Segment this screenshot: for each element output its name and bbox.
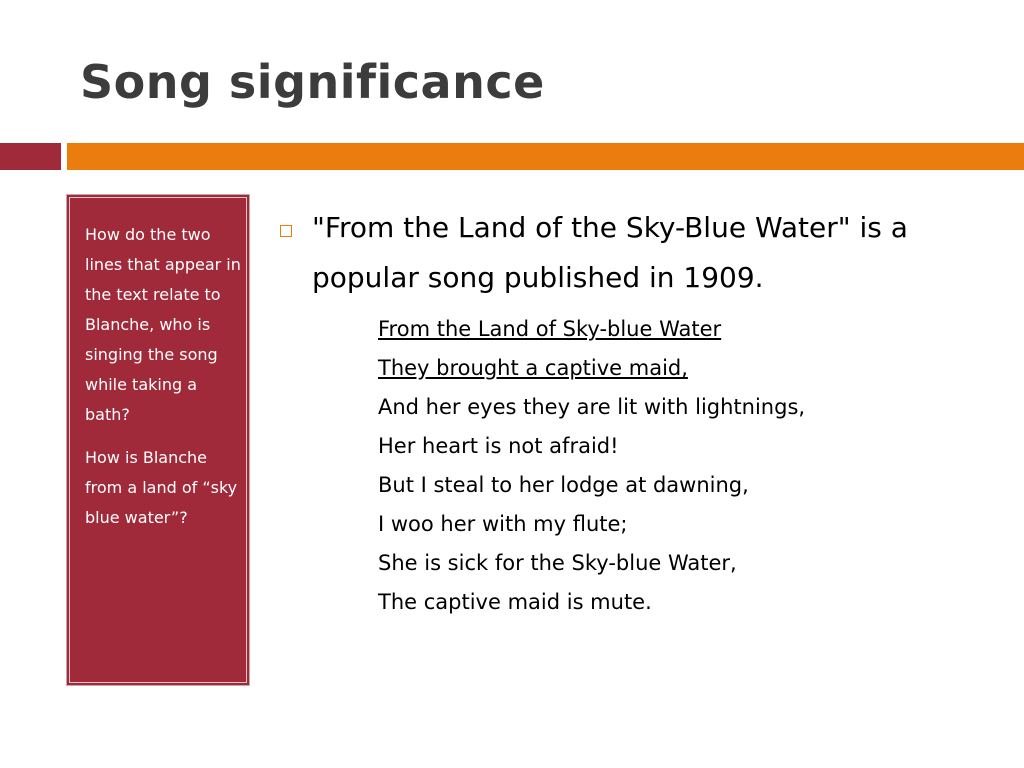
question-sidebar [66, 194, 250, 686]
sidebar-question-1: How do the two lines that appear in the text relate to Blanche, who is singing the song while taking a bath? [85, 225, 241, 424]
lyric-line: They brought a captive maid, [378, 356, 688, 380]
title-underline-red-bar [0, 143, 61, 170]
song-lyrics [378, 310, 978, 622]
sidebar-question-2: How is Blanche from a land of “sky blue water”? [85, 448, 238, 527]
bullet-text: "From the Land of the Sky-Blue Water" is a popular song published in 1909. [312, 211, 908, 294]
question-sidebar-text [85, 220, 241, 546]
lyric-line: Her heart is not afraid! [378, 434, 619, 458]
lyric-line: But I steal to her lodge at dawning, [378, 473, 749, 497]
lyric-line: From the Land of Sky-blue Water [378, 317, 722, 341]
title-underline-orange-bar [67, 143, 1024, 170]
hollow-square-bullet-icon [280, 225, 292, 237]
lyric-line: And her eyes they are lit with lightnings, [378, 395, 806, 419]
lyric-line: I woo her with my flute; [378, 512, 628, 536]
slide-title: Song significance [80, 55, 545, 109]
lyric-line: The captive maid is mute. [378, 590, 652, 614]
lyric-line: She is sick for the Sky-blue Water, [378, 551, 737, 575]
